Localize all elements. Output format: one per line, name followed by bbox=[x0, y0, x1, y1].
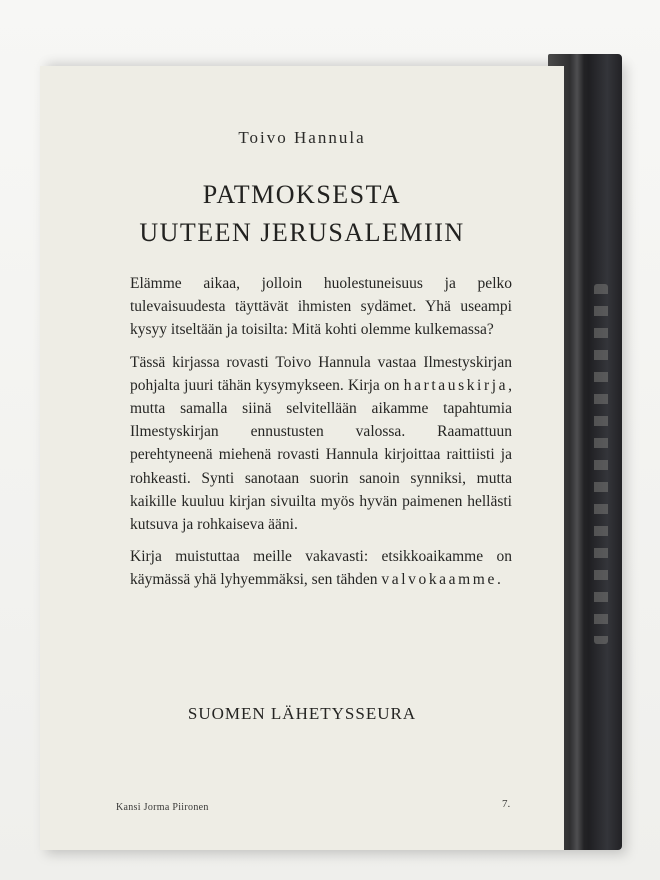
title-line-2: UUTEEN JERUSALEMIIN bbox=[139, 218, 465, 247]
catalog-number: 7. bbox=[502, 798, 511, 810]
spine-lettering bbox=[594, 284, 608, 644]
title-line-1: PATMOKSESTA bbox=[202, 180, 402, 209]
publisher-name: SUOMEN LÄHETYSSEURA bbox=[187, 704, 417, 723]
blurb-paragraph-2-start: Tässä kirjassa rovasti Toivo Hannula vastaa Ilmestyskirjan pohjalta juuri tähän kysymykseen. Kirja on bbox=[130, 353, 512, 394]
blurb-paragraph-3-end: . bbox=[496, 571, 501, 589]
blurb-paragraph-2 bbox=[130, 351, 512, 537]
book bbox=[40, 54, 622, 850]
spine-gloss bbox=[570, 54, 584, 850]
blurb bbox=[130, 272, 512, 601]
blurb-paragraph-2-end: , mutta samalla siinä selvitellään aikamme tapahtumia Ilmestyskirjan ennustusten valossa. Raamattuun perehtyneenä miehenä rovasti Hannula kirjoittaa raittiisti ja rohkeasti. Synti sanotaan suorin sanoin synniksi, mutta kaikille kuuluu kirjan sivuilta myös hyvän paimenen hellästi kutsuva ja rohkaiseva ääni. bbox=[130, 376, 512, 534]
blurb-paragraph-3-start: Kirja muistuttaa meille vakavasti: etsikkoaikamme on käymässä yhä lyhyemmäksi, sen tähden bbox=[130, 548, 512, 589]
emphasis-valvokaamme: valvokaamme bbox=[381, 571, 497, 589]
blurb-paragraph-1: Elämme aikaa, jolloin huolestuneisuus ja pelko tulevaisuudesta täyttävät ihmisten sydämet. Yhä useampi kysyy itseltään ja toisilta: Mitä kohti olemme kulkemassa? bbox=[130, 275, 512, 339]
emphasis-hartauskirja: hartauskirja bbox=[403, 376, 509, 394]
cover-credit: Kansi Jorma Piironen bbox=[116, 802, 209, 813]
book-title bbox=[40, 176, 564, 252]
author-name: Toivo Hannula bbox=[238, 128, 366, 147]
back-cover bbox=[40, 66, 564, 850]
blurb-paragraph-3 bbox=[130, 545, 512, 591]
